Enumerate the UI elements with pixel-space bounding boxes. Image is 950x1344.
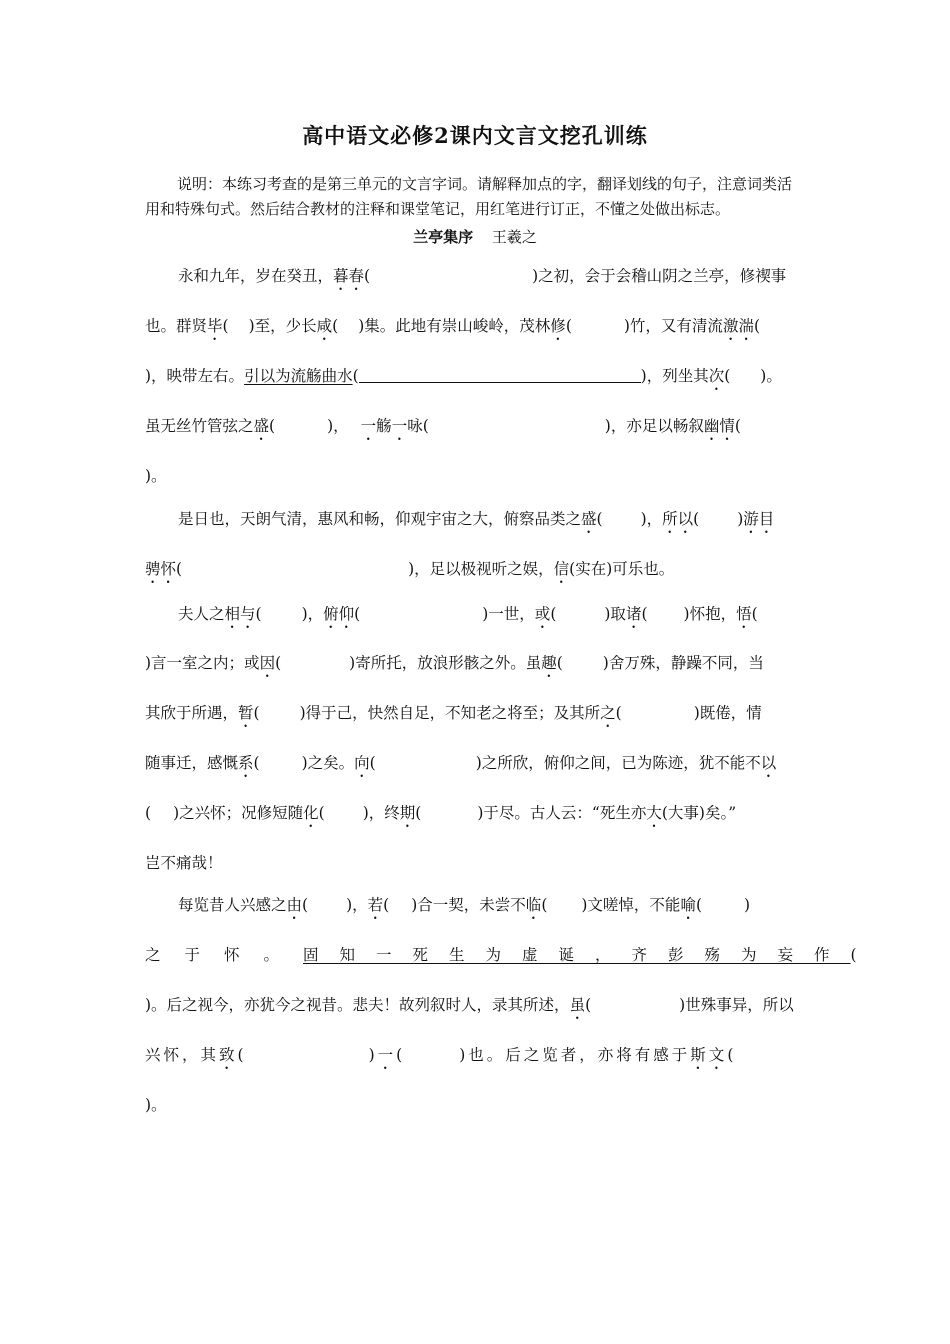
text-span: ( (275, 654, 282, 672)
dotted-word: 信 (553, 560, 570, 578)
dotted-word: 因 (259, 654, 276, 672)
page-title: 高中语文必修2课内文言文挖孔训练 (302, 123, 648, 148)
dotted-word: 盛 (253, 417, 270, 435)
text-span: ( (734, 417, 741, 435)
dotted-word: 次 (708, 367, 725, 385)
essay-heading (0, 226, 950, 247)
text-span: )舍万殊，静躁不同，当 (602, 654, 764, 672)
underlined-sentence: 引以为流觞曲水 (244, 367, 353, 385)
text-span: ( (352, 367, 359, 385)
text-line-9 (145, 651, 807, 681)
text-span: ( (724, 367, 731, 385)
text-span: 之于怀。 (145, 946, 304, 964)
dotted-word: 趣 (541, 654, 557, 672)
text-span: 每览昔人兴感之 (178, 896, 287, 914)
dotted-word: 所以 (662, 510, 694, 528)
essay-title: 兰亭集序 (413, 228, 474, 246)
instructions-paragraph: 说明：本练习考查的是第三单元的文言字词。请解释加点的字，翻译划线的句子，注意词类活用和特殊句式。然后结合教材的注释和课堂笔记，用红笔进行订正，不懂之处做出标志。 (145, 175, 793, 218)
text-line-17 (145, 1043, 807, 1073)
dotted-word: 由 (286, 896, 303, 914)
text-span: )怀抱， (683, 605, 737, 623)
text-span: )得于己，快然自足，不知老之将至；及其所 (299, 704, 601, 722)
text-line-7 (145, 557, 807, 587)
text-line-3 (145, 364, 807, 394)
dotted-word: 俯仰 (323, 605, 355, 623)
text-span: ( (695, 896, 703, 914)
text-span: ( (615, 704, 622, 722)
text-span: )，亦足以畅叙 (604, 417, 704, 435)
text-span: 夫人之 (178, 605, 225, 623)
text-span: ( (354, 605, 361, 623)
text-span: ( (302, 896, 309, 914)
text-span: )。 (145, 467, 167, 485)
text-span: ( (565, 317, 572, 335)
text-line-6 (145, 507, 840, 537)
text-span: ) (744, 896, 751, 914)
dotted-word: 一 (377, 1046, 397, 1064)
text-span: 虽无丝竹管弦之 (145, 417, 254, 435)
text-span: ( (396, 1046, 406, 1064)
dotted-word: 毕 (207, 317, 223, 335)
dotted-word: 咸 (316, 317, 333, 335)
text-span: ( (550, 605, 557, 623)
text-span: )集。此地有崇山峻岭，茂林 (358, 317, 551, 335)
dotted-word: 斯文 (690, 1046, 728, 1064)
text-span: ( (222, 317, 229, 335)
text-span: )一世， (482, 605, 535, 623)
text-span: ( (641, 605, 648, 623)
text-line-5 (145, 464, 807, 488)
text-span: )。 (145, 1096, 167, 1114)
text-line-13 (145, 851, 807, 875)
dotted-word: 致 (219, 1046, 238, 1064)
text-span: )，列坐其 (640, 367, 709, 385)
text-span: )。 (760, 367, 782, 385)
text-span: )之所欣，俯仰之间，已为陈迹，犹不能不 (475, 754, 761, 772)
dotted-word: 化 (303, 804, 319, 822)
dotted-word: 向 (354, 754, 370, 772)
dotted-word: 幽情 (703, 417, 735, 435)
text-span: )， (327, 417, 349, 435)
text-span: (实在)可乐也。 (569, 560, 675, 578)
dotted-word: 悟 (736, 605, 752, 623)
text-span: ) (737, 510, 744, 528)
text-line-16 (145, 993, 807, 1023)
text-span: ( (596, 510, 603, 528)
dotted-word: 系 (238, 754, 254, 772)
underlined-sentence: 固知一死生为虚诞，齐彭殇为妄作 (303, 946, 851, 964)
text-line-18 (145, 1093, 807, 1117)
dotted-word: 若 (367, 896, 384, 914)
dotted-word: 或 (534, 605, 551, 623)
text-span: 永和九年，岁在癸丑， (178, 267, 334, 285)
text-span: ( (422, 417, 429, 435)
text-span: ( (253, 704, 260, 722)
text-span: )之矣。 (301, 754, 355, 772)
text-span: ( (269, 417, 276, 435)
text-span: )合一契，未尝不 (411, 896, 526, 914)
text-line-10 (145, 701, 807, 731)
text-line-8 (145, 602, 840, 632)
text-line-15 (145, 943, 857, 967)
text-span: 咏 (407, 417, 423, 435)
dotted-word: 暮春 (333, 267, 365, 285)
dotted-word: 期 (399, 804, 416, 822)
dotted-word: 之 (600, 704, 616, 722)
text-span: ( (255, 605, 262, 623)
text-span: ( (850, 946, 857, 964)
text-span: )之初，会于会稽山阴之兰亭，修禊事 (532, 267, 787, 285)
text-line-11 (145, 751, 807, 781)
dotted-word: 虽 (569, 996, 586, 1014)
text-line-14 (145, 893, 840, 923)
text-span: ( (253, 754, 260, 772)
text-span: ( (415, 804, 422, 822)
dotted-word: 以 (760, 754, 777, 772)
text-span: )至，少长 (248, 317, 317, 335)
dotted-word: 游目 (743, 510, 775, 528)
dotted-word: 诸 (625, 605, 642, 623)
dotted-word: 修 (550, 317, 566, 335)
text-span: ( (369, 754, 376, 772)
text-span: 是日也，天朗气清，惠风和畅，仰观宇宙之大，俯察品类之 (178, 510, 582, 528)
text-span: ) (368, 1046, 378, 1064)
text-span: 随事迁，感慨 (145, 754, 239, 772)
dotted-word: 大 (646, 804, 662, 822)
text-line-12 (145, 801, 807, 831)
text-span: (大事)矣。” (661, 804, 737, 822)
dotted-word: 临 (525, 896, 542, 914)
text-span: )既倦，情 (693, 704, 762, 722)
text-line-2 (145, 314, 807, 344)
text-span: 岂不痛哉！ (145, 854, 223, 872)
text-span: 兴怀，其 (145, 1046, 220, 1064)
text-span: )竹，又有清流 (623, 317, 723, 335)
dotted-word: 暂 (238, 704, 254, 722)
text-span: )也。后之览者，亦将有感于 (459, 1046, 691, 1064)
text-span: ( (237, 1046, 247, 1064)
text-span: )， (301, 605, 324, 623)
text-line-1 (145, 264, 840, 294)
text-span: )言一室之内；或 (145, 654, 260, 672)
dotted-word: 盛 (581, 510, 597, 528)
dotted-word: 骋怀 (145, 560, 177, 578)
text-span: )取 (604, 605, 626, 623)
text-span: )， (640, 510, 663, 528)
text-span: )文嗟悼，不能 (581, 896, 681, 914)
text-span: ( (332, 317, 339, 335)
text-span: )于尽。古人云：“死生亦 (477, 804, 647, 822)
text-span: ( (751, 605, 758, 623)
text-span: 觞 (376, 417, 392, 435)
text-span: ( (176, 560, 183, 578)
text-span: 也。群贤 (145, 317, 208, 335)
dotted-word: 一 (391, 417, 408, 435)
text-span: )寄所托，放浪形骸之外。虽 (349, 654, 542, 672)
text-span: )，映带左右。 (145, 367, 245, 385)
text-span: ( (556, 654, 563, 672)
text-span: ( (318, 804, 325, 822)
text-span: ( (753, 317, 761, 335)
text-span: )，足以极视听之娱， (408, 560, 554, 578)
dotted-word: 相与 (224, 605, 256, 623)
text-span: ( (693, 510, 700, 528)
text-span: )，终 (362, 804, 400, 822)
text-span: ( (585, 996, 592, 1014)
text-span: ( (383, 896, 390, 914)
text-span: 其欣于所遇， (145, 704, 239, 722)
answer-blank[interactable] (359, 366, 641, 383)
essay-author: 王羲之 (491, 228, 537, 246)
text-line-4 (145, 414, 807, 444)
text-span: ( (541, 896, 548, 914)
dotted-word: 一 (360, 417, 377, 435)
text-span: ( (364, 267, 371, 285)
text-span: )之兴怀；况修短随 (173, 804, 304, 822)
text-span: ( (145, 804, 152, 822)
text-span: )， (346, 896, 368, 914)
text-span: )世殊事异，所以 (679, 996, 794, 1014)
dotted-word: 喻 (680, 896, 696, 914)
dotted-word: 激湍 (722, 317, 754, 335)
text-span: )。后之视今，亦犹今之视昔。悲夫！故列叙时人，录其所述， (145, 996, 570, 1014)
text-span: ( (727, 1046, 737, 1064)
